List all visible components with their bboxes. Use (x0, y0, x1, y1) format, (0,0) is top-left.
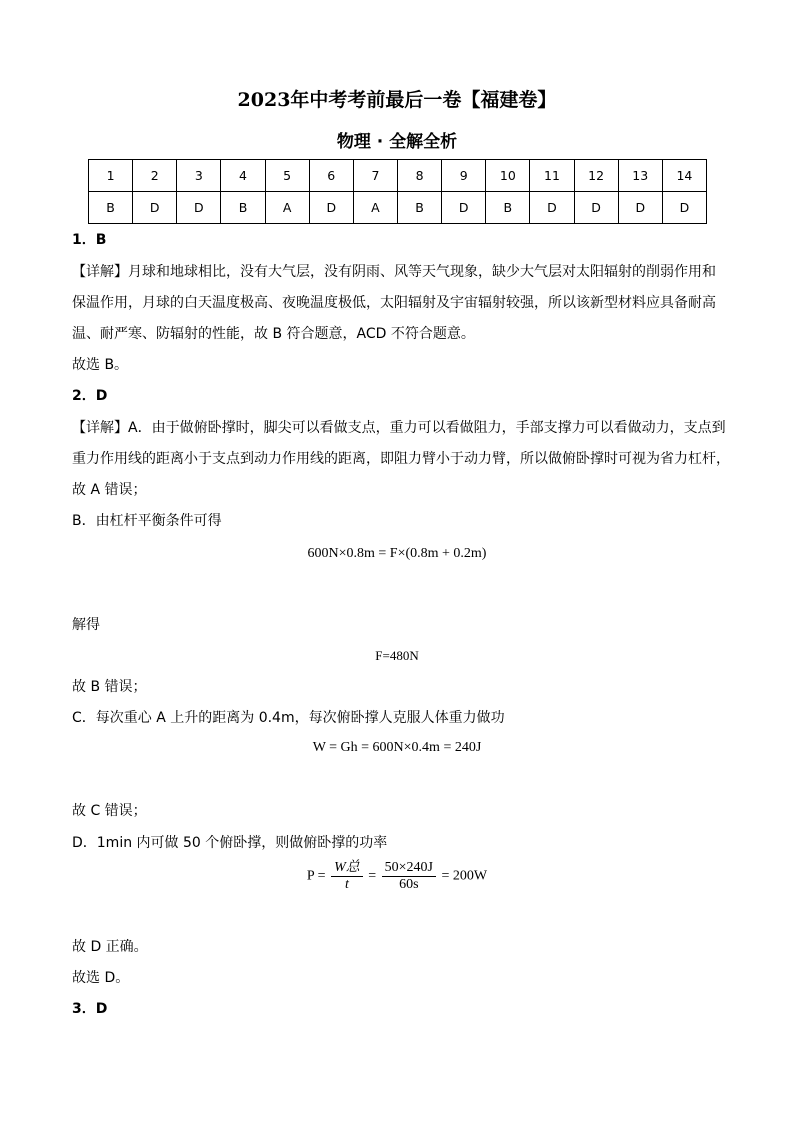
q2-d-frac1-numerator: W总 (331, 860, 363, 877)
question-number-cell: 2 (133, 160, 177, 192)
answer-table-answer-row (89, 192, 707, 224)
answer-cell: D (530, 192, 574, 224)
q2-c-intro: C．每次重心 A 上升的距离为 0.4m，每次俯卧撑人克服人体重力做功 (72, 710, 505, 726)
question-number-cell: 1 (89, 160, 133, 192)
question-number-cell: 11 (530, 160, 574, 192)
q3-heading: 3．D (72, 1001, 108, 1017)
q2-d-eq-result: = 200W (441, 868, 488, 884)
q2-d-frac2-numerator: 50×240J (382, 860, 436, 877)
question-number-cell: 14 (662, 160, 706, 192)
question-number-cell: 13 (618, 160, 662, 192)
q2-d-fraction-2 (382, 860, 436, 893)
question-number-cell: 6 (309, 160, 353, 192)
page-title: 2023年中考考前最后一卷【福建卷】 (237, 89, 557, 111)
answer-cell: D (177, 192, 221, 224)
question-number-cell: 9 (442, 160, 486, 192)
q2-d-fraction-1 (331, 860, 363, 893)
q1-detail-line: 温、耐严寒、防辐射的性能，故 B 符合题意，ACD 不符合题意。 (72, 326, 475, 342)
answer-table-number-row (89, 160, 707, 192)
question-number-cell: 3 (177, 160, 221, 192)
answer-cell: B (397, 192, 441, 224)
question-number-cell: 4 (221, 160, 265, 192)
page-subtitle: 物理 · 全解全析 (336, 132, 458, 152)
q2-b-equation: 600N×0.8m = F×(0.8m + 0.2m) (307, 546, 487, 561)
answer-table (88, 159, 707, 224)
q2-d-intro: D．1min 内可做 50 个俯卧撑，则做俯卧撑的功率 (72, 835, 388, 851)
q2-d-equation (0, 860, 794, 893)
q2-a-line: 重力作用线的距离小于支点到动力作用线的距离，即阻力臂小于动力臂，所以做俯卧撑时可视为省力杠杆， (72, 451, 730, 467)
answer-cell: B (486, 192, 530, 224)
q1-detail-line: 保温作用，月球的白天温度极高、夜晚温度极低，太阳辐射及宇宙辐射较强，所以该新型材料应具备耐高 (72, 295, 716, 311)
answer-cell: D (133, 192, 177, 224)
q2-a-line: 故 A 错误； (72, 482, 147, 498)
q2-conclusion: 故选 D。 (72, 970, 130, 986)
q1-heading: 1．B (72, 232, 107, 248)
answer-cell: D (618, 192, 662, 224)
q2-a-line: 【详解】A．由于做俯卧撑时，脚尖可以看做支点，重力可以看做阻力，手部支撑力可以看做动力，支点到 (72, 420, 726, 436)
q1-detail-line: 【详解】月球和地球相比，没有大气层，没有阴雨、风等天气现象，缺少大气层对太阳辐射的削弱作用和 (72, 264, 716, 280)
question-number-cell: 5 (265, 160, 309, 192)
q2-b-result: F=480N (375, 648, 419, 663)
answer-cell: A (265, 192, 309, 224)
q1-conclusion: 故选 B。 (72, 357, 129, 373)
answer-cell: B (89, 192, 133, 224)
answer-cell: B (221, 192, 265, 224)
answer-cell: A (353, 192, 397, 224)
q2-c-equation: W = Gh = 600N×0.4m = 240J (312, 740, 482, 755)
answer-cell: D (309, 192, 353, 224)
q2-d-eq-equals: = (368, 868, 377, 884)
question-number-cell: 12 (574, 160, 618, 192)
question-number-cell: 8 (397, 160, 441, 192)
q2-b-solve-label: 解得 (72, 617, 100, 633)
question-number-cell: 7 (353, 160, 397, 192)
q2-b-conclusion: 故 B 错误； (72, 679, 147, 695)
answer-cell: D (574, 192, 618, 224)
question-number-cell: 10 (486, 160, 530, 192)
q2-d-frac2-denominator: 60s (399, 877, 419, 892)
q2-d-conclusion: 故 D 正确。 (72, 939, 148, 955)
q2-d-frac1-denominator: t (344, 877, 349, 892)
answer-cell: D (442, 192, 486, 224)
q2-heading: 2．D (72, 388, 108, 404)
q2-c-conclusion: 故 C 错误； (72, 803, 147, 819)
q2-b-intro: B．由杠杆平衡条件可得 (72, 513, 222, 529)
q2-d-eq-lhs: P = (306, 868, 326, 884)
answer-cell: D (662, 192, 706, 224)
